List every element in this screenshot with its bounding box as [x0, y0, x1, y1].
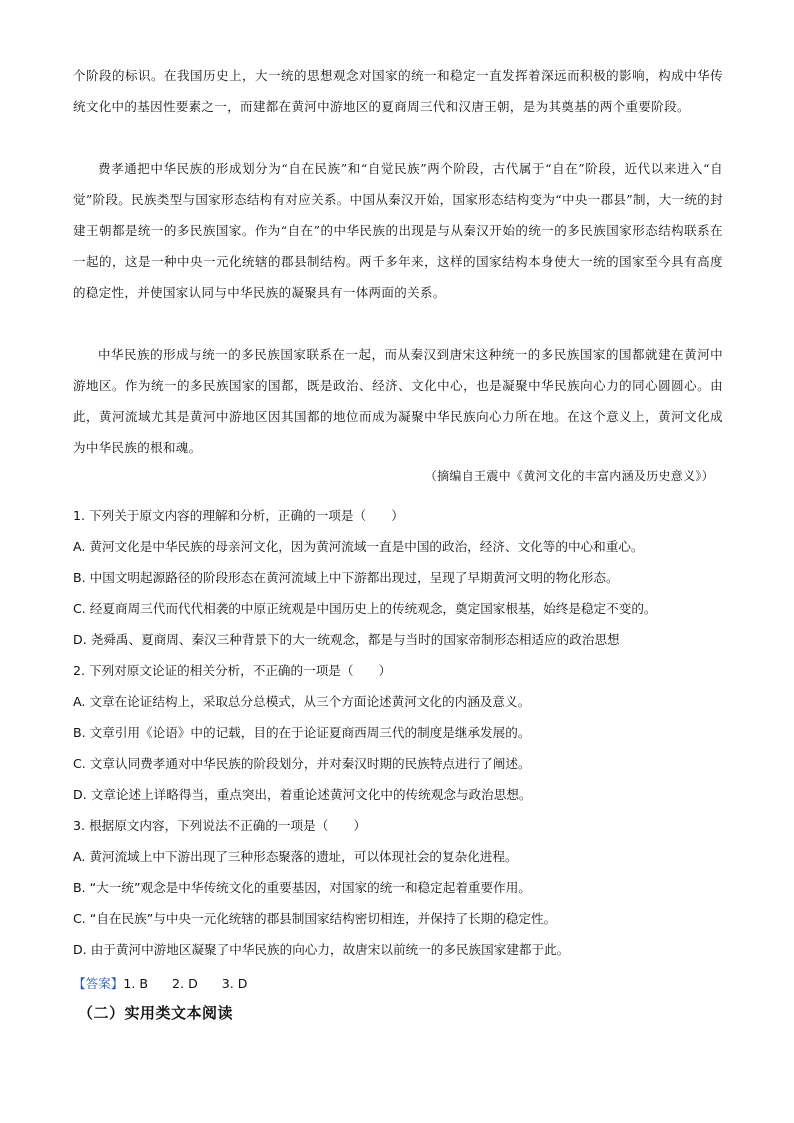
- passage-paragraph-2: 费孝通把中华民族的形成划分为“自在民族”和“自觉民族”两个阶段，古代属于“自在”阶段，近代以来进入“自觉”阶段。民族类型与国家形态结构有对应关系。中国从秦汉开始，国家形态结构变为“中央一郡县”制，大一统的封建王朝都是统一的多民族国家。作为“自在”的中华民族的出现是与从秦汉开始的统一的多民族国家形态结构联系在一起的，这是一种中央一元化统辖的郡县制结构。两千多年来，这样的国家结构本身使大一统的国家至今具有高度的稳定性，并使国家认同与中华民族的凝聚具有一体两面的关系。: [73, 161, 723, 300]
- question-1-option-d: D. 尧舜禹、夏商周、秦汉三种背景下的大一统观念，都是与当时的国家帝制形态相适应的政治思想: [73, 632, 620, 647]
- answer-item-1: 1. B: [123, 976, 149, 991]
- question-2-option-a: A. 文章在论证结构上，采取总分总模式，从三个方面论述黄河文化的内涵及意义。: [73, 694, 531, 709]
- passage-source: （摘编自王震中《黄河文化的丰富内涵及历史意义》）: [424, 469, 714, 483]
- answer-items: [123, 976, 271, 991]
- answer-tag: 【答案】: [73, 976, 124, 991]
- question-2-option-c: C. 文章认同费孝通对中华民族的阶段划分，并对秦汉时期的民族特点进行了阐述。: [73, 756, 531, 771]
- question-3-option-c: C. “自在民族”与中央一元化统辖的郡县制国家结构密切相连，并保持了长期的稳定性。: [73, 911, 557, 926]
- section-heading: （二）实用类文本阅读: [78, 1004, 234, 1022]
- answer-item-2: 2. D: [172, 976, 198, 991]
- question-1-option-a: A. 黄河文化是中华民族的母亲河文化，因为黄河流域一直是中国的政治，经济、文化等的中心和重心。: [73, 539, 644, 554]
- question-3-stem: 3. 根据原文内容，下列说法不正确的一项是（ ）: [73, 818, 367, 833]
- question-3-option-d: D. 由于黄河中游地区凝聚了中华民族的向心力，故唐宋以前统一的多民族国家建都于此。: [73, 942, 570, 957]
- question-3-option-b: B. “大一统”观念是中华传统文化的重要基因，对国家的统一和稳定起着重要作用。: [73, 880, 531, 895]
- passage-paragraph-1: 个阶段的标识。在我国历史上，大一统的思想观念对国家的统一和稳定一直发挥着深远而积极的影响，构成中华传统文化中的基因性要素之一，而建都在黄河中游地区的夏商周三代和汉唐王朝，是为其奠基的两个重要阶段。: [73, 68, 723, 114]
- answer-item-3: 3. D: [221, 976, 248, 991]
- question-2-option-b: B. 文章引用《论语》中的记载，目的在于论证夏商西周三代的制度是继承发展的。: [73, 725, 531, 740]
- question-1-option-b: B. 中国文明起源路径的阶段形态在黄河流域上中下游都出现过，呈现了早期黄河文明的物化形态。: [73, 570, 619, 585]
- question-3-option-a: A. 黄河流域上中下游出现了三种形态聚落的遗址，可以体现社会的复杂化进程。: [73, 849, 518, 864]
- question-2-stem: 2. 下列对原文论证的相关分析，不正确的一项是（ ）: [73, 663, 392, 678]
- question-2-option-d: D. 文章论述上详略得当，重点突出，着重论述黄河文化中的传统观念与政治思想。: [73, 787, 532, 802]
- passage-paragraph-3: 中华民族的形成与统一的多民族国家联系在一起，而从秦汉到唐宋这种统一的多民族国家的国都就建在黄河中游地区。作为统一的多民族国家的国都，既是政治、经济、文化中心，也是凝聚中华民族向心力的同心圆圆心。由此，黄河流域尤其是黄河中游地区因其国都的地位而成为凝聚中华民族向心力所在地。在这个意义上，黄河文化成为中华民族的根和魂。: [73, 347, 723, 455]
- question-1-option-c: C. 经夏商周三代而代代相袭的中原正统观是中国历史上的传统观念，奠定国家根基，始终是稳定不变的。: [73, 601, 657, 616]
- answer-line: [73, 973, 271, 992]
- question-1-stem: 1. 下列关于原文内容的理解和分析，正确的一项是（ ）: [73, 508, 404, 523]
